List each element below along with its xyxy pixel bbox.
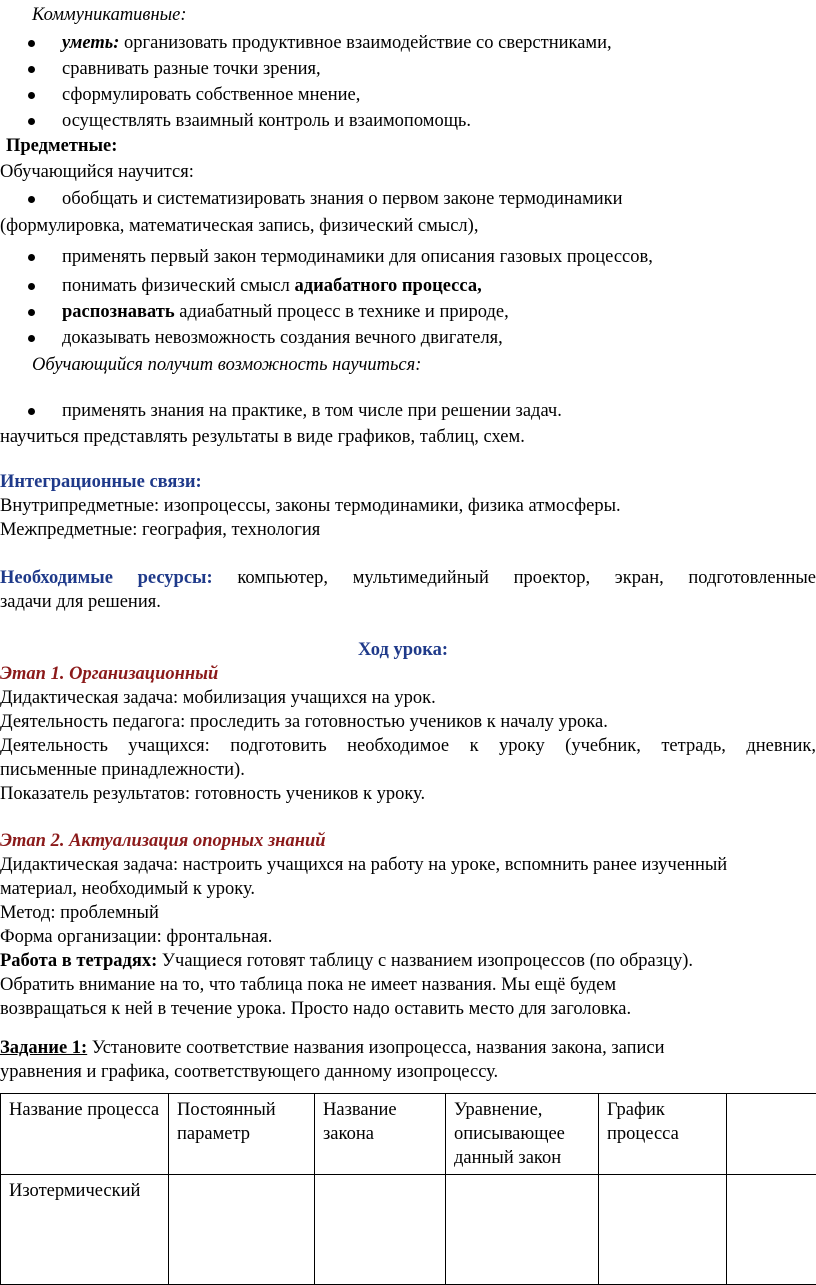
stage1-title: Этап 1. Организационный (0, 662, 218, 686)
communicative-heading: Коммуникативные: (32, 3, 187, 27)
bullet-icon (28, 335, 35, 342)
subject-opportunity: Обучающийся получит возможность научиться: (32, 353, 421, 377)
communicative-item-2: сравнивать разные точки зрения, (62, 57, 321, 81)
subject-item-2: применять первый закон термодинамики для описания газовых процессов, (62, 245, 653, 269)
subject-item-6: применять знания на практике, в том числе при решении задач. (62, 399, 562, 423)
lesson-heading: Ход урока: (358, 638, 448, 662)
bullet-icon (28, 40, 35, 47)
bullet-icon (28, 283, 35, 290)
table-header-cell: Уравнение, описывающее данный закон (446, 1094, 599, 1175)
stage2-line-7: возвращаться к ней в течение урока. Просто надо оставить место для заголовка. (0, 997, 631, 1021)
isoprocess-table (0, 1093, 816, 1285)
table-cell (169, 1175, 315, 1285)
subject-item-1: обобщать и систематизировать знания о первом законе термодинамики (62, 187, 623, 211)
communicative-item-4: осуществлять взаимный контроль и взаимопомощь. (62, 109, 471, 133)
stage1-line-4: письменные принадлежности). (0, 758, 245, 782)
table-header-cell: Постоянный параметр (169, 1094, 315, 1175)
bullet-icon (28, 66, 35, 73)
task1-line-1: Задание 1: Установите соответствие названия изопроцесса, названия закона, записи (0, 1036, 665, 1060)
subject-item-4: распознавать адиабатный процесс в технике и природе, (62, 300, 509, 324)
bullet-icon (28, 408, 35, 415)
table-cell (727, 1175, 816, 1285)
table-cell (599, 1175, 727, 1285)
subject-item-3: понимать физический смысл адиабатного процесса, (62, 274, 482, 298)
table-header-cell: График процесса (599, 1094, 727, 1175)
subject-learner: Обучающийся научится: (0, 160, 194, 184)
stage2-title: Этап 2. Актуализация опорных знаний (0, 829, 326, 853)
subject-line-after: научиться представлять результаты в виде графиков, таблиц, схем. (0, 425, 525, 449)
subject-item-5: доказывать невозможность создания вечного двигателя, (62, 326, 503, 350)
table-cell (315, 1175, 446, 1285)
stage1-line-5: Показатель результатов: готовность учеников к уроку. (0, 782, 425, 806)
bullet-icon (28, 254, 35, 261)
stage1-line-3: Деятельность учащихся: подготовить необходимое к уроку (учебник, тетрадь, дневник, (0, 734, 816, 758)
bullet-icon (28, 309, 35, 316)
stage2-line-3: Метод: проблемный (0, 901, 159, 925)
stage2-work: Работа в тетрадях: Учащиеся готовят таблицу с названием изопроцессов (по образцу). (0, 949, 693, 973)
stage1-line-2: Деятельность педагога: проследить за готовностью учеников к началу урока. (0, 710, 608, 734)
table-header-row (1, 1094, 816, 1175)
resources-line-1: Необходимые ресурсы: компьютер, мультимедийный проектор, экран, подготовленные (0, 566, 816, 590)
table-row (1, 1175, 816, 1285)
stage2-line-1: Дидактическая задача: настроить учащихся на работу на уроке, вспомнить ранее изученный (0, 853, 727, 877)
stage2-line-2: материал, необходимый к уроку. (0, 877, 255, 901)
resources-line-2: задачи для решения. (0, 590, 161, 614)
stage1-line-1: Дидактическая задача: мобилизация учащихся на урок. (0, 686, 436, 710)
table-header-cell: Название процесса (1, 1094, 169, 1175)
bullet-icon (28, 196, 35, 203)
subject-heading: Предметные: (6, 134, 117, 158)
integration-heading: Интеграционные связи: (0, 470, 202, 494)
communicative-item-3: сформулировать собственное мнение, (62, 83, 360, 107)
bullet-icon (28, 92, 35, 99)
bullet-icon (28, 118, 35, 125)
integration-inter: Межпредметные: география, технология (0, 518, 320, 542)
stage2-line-4: Форма организации: фронтальная. (0, 925, 272, 949)
task1-line-2: уравнения и графика, соответствующего данному изопроцессу. (0, 1060, 498, 1084)
subject-item-1-continued: (формулировка, математическая запись, физический смысл), (0, 214, 478, 238)
stage2-line-6: Обратить внимание на то, что таблица пока не имеет названия. Мы ещё будем (0, 973, 616, 997)
table-header-cell (727, 1094, 816, 1175)
table-cell: Изотермический (1, 1175, 169, 1285)
communicative-item-1: уметь: организовать продуктивное взаимодействие со сверстниками, (62, 31, 612, 55)
table-cell (446, 1175, 599, 1285)
table-header-cell: Название закона (315, 1094, 446, 1175)
integration-intra: Внутрипредметные: изопроцессы, законы термодинамики, физика атмосферы. (0, 494, 621, 518)
